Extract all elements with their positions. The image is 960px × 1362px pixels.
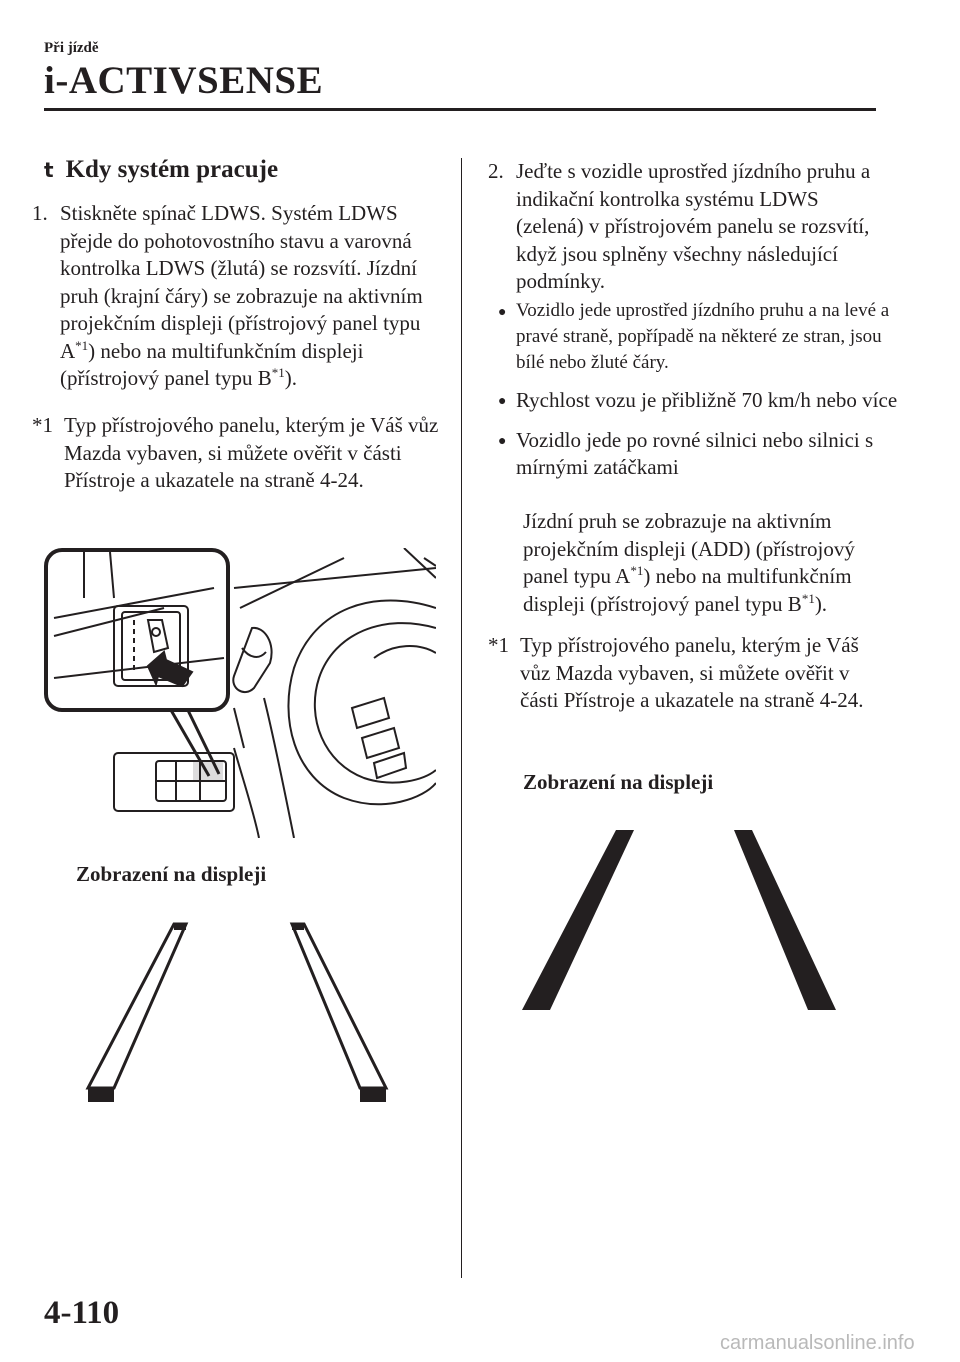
step-1-text-c: ). bbox=[284, 366, 297, 390]
page-number: 4-110 bbox=[44, 1295, 120, 1331]
bullet-dot: ● bbox=[498, 305, 507, 320]
footnote-text: Typ přístrojového panelu, kterým je Váš vůz Mazda vybaven, si můžete ověřit v části Přístroje a ukazatele na straně 4-24. bbox=[520, 633, 864, 712]
condition-item bbox=[498, 387, 898, 416]
header-rule bbox=[44, 108, 876, 111]
lane-lines-display-left bbox=[76, 910, 406, 1110]
conditions-list bbox=[498, 298, 898, 493]
display-caption-right: Zobrazení na displeji bbox=[523, 770, 714, 794]
right-lane-line bbox=[292, 924, 386, 1088]
watermark: carmanualsonline.info bbox=[720, 1332, 915, 1354]
column-divider bbox=[461, 158, 462, 1278]
step-2 bbox=[488, 158, 888, 296]
lane-display-paragraph bbox=[523, 508, 893, 618]
step-2-number: 2. bbox=[488, 159, 504, 183]
ldws-switch-illustration bbox=[44, 548, 436, 838]
footnote-mark: *1 bbox=[32, 413, 53, 437]
condition-text: Vozidlo jede uprostřed jízdního pruhu a na levé a pravé straně, popřípadě na některé ze stran, jsou bílé nebo žluté čáry. bbox=[516, 300, 890, 373]
right-lane-line bbox=[734, 830, 836, 1010]
left-lane-line bbox=[88, 924, 186, 1088]
condition-text: Vozidlo jede po rovné silnici nebo silnici s mírnými zatáčkami bbox=[516, 427, 874, 479]
heading-text: Kdy systém pracuje bbox=[65, 156, 279, 183]
footnote-ref: *1 bbox=[271, 365, 285, 380]
condition-text: Rychlost vozu je přibližně 70 km/h nebo více bbox=[516, 388, 898, 412]
footnote-mark: *1 bbox=[488, 633, 509, 657]
footnote-right bbox=[488, 632, 888, 715]
step-1-text bbox=[60, 200, 442, 393]
chapter-title: i-ACTIVSENSE bbox=[44, 59, 324, 102]
step-2-text: Jeďte s vozidle uprostřed jízdního pruhu a indikační kontrolka systému LDWS (zelená) v přístrojovém panelu se rozsvítí, když jsou splněny všechny následující podmínky. bbox=[516, 159, 871, 293]
right-lane-line-base bbox=[360, 1088, 386, 1102]
step-1-text-a: Stiskněte spínač LDWS. Systém LDWS přejde do pohotovostního stavu a varovná kontrolka LDWS (žlutá) se rozsvítí. Jízdní pruh (krajní čáry) se zobrazuje na aktivním projekčním displeji (přístrojový panel typu A bbox=[60, 201, 423, 363]
footnote-left bbox=[32, 412, 442, 495]
display-caption-left: Zobrazení na displeji bbox=[76, 862, 267, 886]
section-title: Při jízdě bbox=[44, 40, 99, 56]
paragraph-text-b: ) nebo na multifunkčním displeji (přístrojový panel typu B bbox=[523, 564, 852, 616]
paragraph-text-c: ). bbox=[814, 591, 828, 616]
bullet-dot: ● bbox=[498, 433, 507, 449]
step-1-number: 1. bbox=[32, 201, 48, 225]
heading-bullet: t bbox=[44, 158, 54, 182]
footnote-text: Typ přístrojového panelu, kterým je Váš vůz Mazda vybaven, si můžete ověřit v části Přístroje a ukazatele na straně 4-24. bbox=[64, 413, 439, 492]
condition-item bbox=[498, 427, 898, 482]
footnote-ref: *1 bbox=[801, 590, 815, 606]
lane-lines-display-right bbox=[518, 826, 840, 1012]
footnote-ref: *1 bbox=[75, 337, 89, 353]
left-lane-line-base bbox=[88, 1088, 114, 1102]
subsection-heading bbox=[44, 156, 278, 184]
condition-item bbox=[498, 298, 898, 376]
step-1-text-b: ) nebo na multifunkčním displeji (přístrojový panel typu B bbox=[60, 338, 364, 390]
left-lane-line bbox=[522, 830, 634, 1010]
step-1 bbox=[32, 200, 442, 393]
bullet-dot: ● bbox=[498, 394, 507, 409]
footnote-ref: *1 bbox=[630, 563, 644, 578]
paragraph-text-a: Jízdní pruh se zobrazuje na aktivním projekčním displeji (ADD) (přístrojový panel typu A bbox=[523, 509, 855, 588]
